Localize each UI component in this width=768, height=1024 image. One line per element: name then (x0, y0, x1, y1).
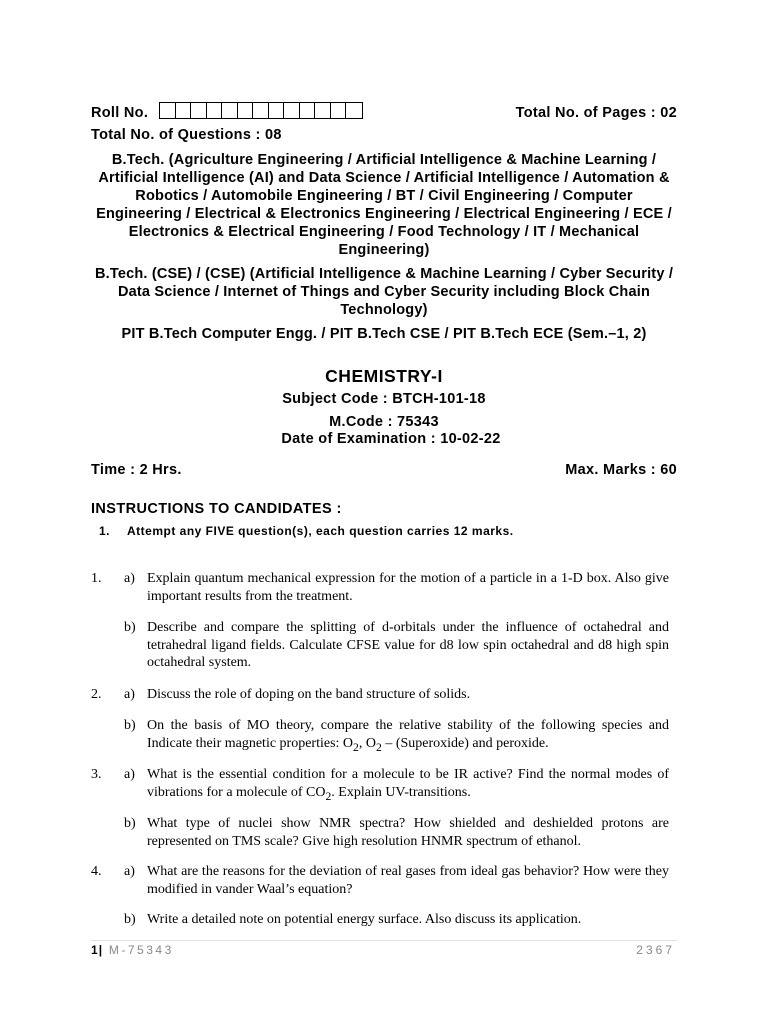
program-list-2: B.Tech. (CSE) / (CSE) (Artificial Intelligence & Machine Learning / Cyber Security / Data Science / Internet of Things and Cyber Security including Block Chain Technology) (94, 266, 674, 318)
roll-number-label: Roll No. (91, 105, 149, 121)
question-number: 4. (91, 864, 102, 879)
subscript: 2 (375, 740, 382, 754)
total-questions: Total No. of Questions : 08 (91, 127, 282, 143)
question-text (147, 717, 669, 756)
part-label: b) (124, 718, 136, 733)
total-pages: Total No. of Pages : 02 (515, 105, 677, 121)
part-label: b) (124, 912, 136, 927)
question-text: Write a detailed note on potential energy surface. Also discuss its application. (147, 912, 582, 927)
part-label: b) (124, 620, 136, 635)
text-part: – (Superoxide) and peroxide. (381, 735, 549, 751)
subject-code: Subject Code : BTCH-101-18 (282, 391, 486, 407)
program-list-1: B.Tech. (Agriculture Engineering / Artificial Intelligence & Machine Learning / Artificial Intelligence (AI) and Data Science / Artificial Intelligence / Automation & Robotics / Automobile Engineering / BT / Civil Engineering / Computer Engineering / Electrical & Electronics Engineering / Electrical Engineering / ECE / Electronics & Electrical Engineering / Food Technology / IT / Mechanical Engineering) (96, 152, 672, 258)
footer-divider (91, 940, 677, 941)
subscript: 2 (325, 789, 332, 803)
footer-number: 2367 (636, 943, 675, 957)
question-text: What are the reasons for the deviation of real gases from ideal gas behavior? How were they modified in vander Waal’s equation? (147, 864, 669, 897)
text-part: What is the essential condition for a molecule to be IR active? Find the normal modes of vibrations for a molecule of CO (147, 767, 669, 800)
part-label: b) (124, 816, 136, 831)
roll-number-boxes[interactable] (159, 102, 363, 119)
footer-left (91, 943, 174, 957)
footer-code: M-75343 (108, 943, 174, 957)
part-label: a) (124, 571, 135, 586)
text-part: . Explain UV-transitions. (331, 784, 471, 800)
text-part: On the basis of MO theory, compare the relative stability of the following species and Indicate their magnetic properties: O (147, 718, 669, 751)
exam-date: Date of Examination : 10-02-22 (281, 431, 501, 447)
footer-separator: | (98, 943, 104, 957)
question-number: 2. (91, 687, 102, 702)
part-label: a) (124, 687, 135, 702)
instruction-text: Attempt any FIVE question(s), each question carries 12 marks. (127, 524, 514, 538)
instructions-heading: INSTRUCTIONS TO CANDIDATES : (91, 501, 342, 517)
question-text: Explain quantum mechanical expression for the motion of a particle in a 1-D box. Also give important results from the treatment. (147, 571, 669, 604)
text-part: , O (358, 735, 376, 751)
subject-title: CHEMISTRY-I (325, 366, 443, 386)
question-number: 3. (91, 767, 102, 782)
max-marks: Max. Marks : 60 (565, 462, 677, 478)
program-list-3: PIT B.Tech Computer Engg. / PIT B.Tech CSE / PIT B.Tech ECE (Sem.–1, 2) (121, 326, 647, 342)
question-text: Discuss the role of doping on the band structure of solids. (147, 687, 471, 702)
subscript: 2 (353, 740, 359, 754)
question-number: 1. (91, 571, 102, 586)
instruction-item (99, 524, 514, 538)
question-text: What type of nuclei show NMR spectra? How shielded and deshielded protons are represented on TMS scale? Give high resolution HNMR spectrum of ethanol. (147, 816, 669, 849)
page-number: 1 (91, 943, 99, 957)
header-row (91, 102, 677, 124)
m-code: M.Code : 75343 (329, 414, 439, 430)
part-label: a) (124, 767, 135, 782)
instruction-number: 1. (99, 524, 111, 538)
question-text: Describe and compare the splitting of d-orbitals under the influence of octahedral and tetrahedral ligand fields. Calculate CFSE value for d8 low spin octahedral and d8 high spin octahedral system. (147, 620, 669, 670)
part-label: a) (124, 864, 135, 879)
exam-duration: Time : 2 Hrs. (91, 462, 182, 478)
question-text (147, 766, 669, 805)
